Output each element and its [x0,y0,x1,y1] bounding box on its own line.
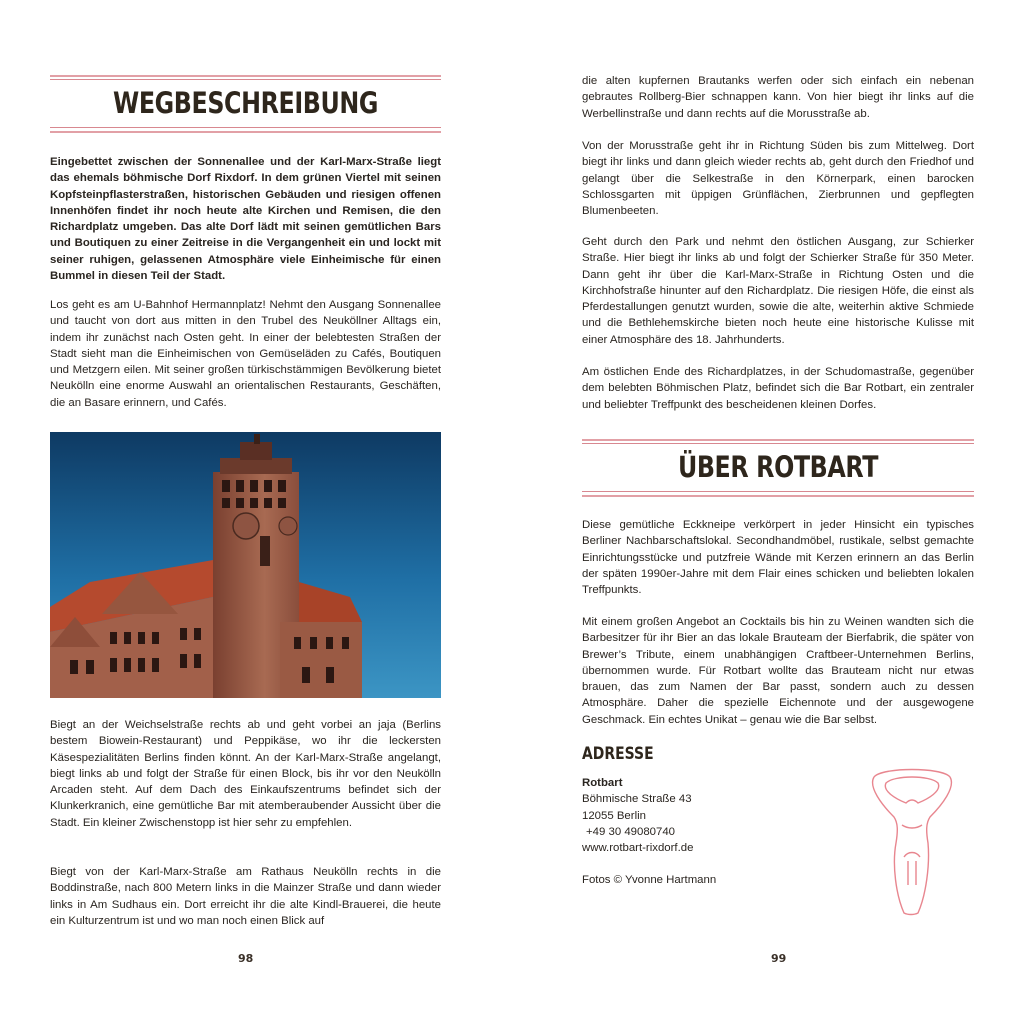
title-rule-top [50,75,441,77]
route-paragraph-4: die alten kupfernen Brautanks werfen oder sich einfach ein nebenan gebrautes Rollberg-Bier schnappen kann. Von hier biegt ihr links auf die Werbellinstraße und dann rechts auf die Morusstraße ab. [582,75,974,120]
title-rule-top-thin [582,443,974,444]
address-heading: ADRESSE [582,744,654,764]
section-title-ueber-rotbart: ÜBER ROTBART [677,450,879,484]
route-paragraph-7: Am östlichen Ende des Richardplatzes, in der Schudomastraße, gegenüber dem belebten Böhmischen Platz, befindet sich die Bar Rotbart, ein zentraler und beliebter Treffpunkt des bescheidenen kleinen Dorfes. [582,366,974,411]
page-number-left: 98 [238,952,254,965]
route-paragraph-3: Biegt von der Karl-Marx-Straße am Rathaus Neukölln rechts in die Boddinstraße, nach 800 Metern links in die Mainzer Straße und dann wieder links in Am Sudhaus ein. Dort erreicht ihr die alte Kindl-Brauerei, die heute ein Kulturzentrum ist und wo man noch einen Blick auf [50,866,441,927]
route-paragraph-6: Geht durch den Park und nehmt den östlichen Ausgang, zur Schierker Straße. Hier biegt ihr links ab und folgt der Schierker Straße für 350 Meter. Dann geht ihr über die Karl-Marx-Straße in Richtung Osten und die Kirchhofstraße hinunter auf den Richardplatz. Die riesigen Höfe, die einst als Pferdestallungen genutzt wurden, sowie die alte, weiterhin aktive Schmiede und die Bethlehemskirche bieten noch heute eine historische Kulisse mit einer Atmosphäre des 18. Jahrhunderts. [582,236,974,346]
right-page [582,0,974,1024]
title-rule-bottom [582,495,974,497]
address-phone[interactable]: +49 30 49080740 [586,825,676,838]
title-rule-bottom [50,131,441,133]
about-paragraph-2: Mit einem großen Angebot an Cocktails bis hin zu Weinen wandten sich die Barbesitzer für ihr Bier an das lokale Brauteam der Bierfabrik, die später von Brewer’s Tribute, einem unabhängigen Craftbeer-Unternehmen Berlins, übernommen wurde. Für Rotbart wollte das Brauteam nicht nur etwas brauen, das zum Namen der Bar passt, sondern auch zu dessen Atmosphäre. Daher die spezielle Eichennote und der ausgewogene Geschmack. Ein echtes Unikat – genau wie die Bar selbst. [582,616,974,726]
intro-paragraph: Eingebettet zwischen der Sonnenallee und der Karl-Marx-Straße liegt das ehemals böhmische Dorf Rixdorf. In dem grünen Viertel mit seinen Kopfsteinpflasterstraßen, historischen Gebäuden und riesigen offenen Innenhöfen findet ihr noch heute alte Kirchen und Remisen, die den Richardplatz umgeben. Das alte Dorf lädt mit seinen gemütlichen Bars und Boutiquen zu einer Zeitreise in die Vergangenheit ein und lockt mit seiner ruhigen, gelassenen Atmosphäre viele Einheimische für einen Bummel in diesen Teil der Stadt. [50,156,441,283]
address-website[interactable]: www.rotbart-rixdorf.de [582,842,694,855]
rathaus-illustration [50,432,441,698]
title-rule-top [582,439,974,441]
page-number-right: 99 [771,952,787,965]
photo-credit: Fotos © Yvonne Hartmann [582,874,717,886]
section-title-wegbeschreibung: WEGBESCHREIBUNG [113,86,378,120]
rathaus-photo [50,432,441,698]
route-paragraph-1: Los geht es am U-Bahnhof Hermannplatz! Nehmt den Ausgang Sonnenallee und taucht von dort aus mitten in den Trubel des Neuköllner Alltags ein, indem ihr zunächst nach Osten geht. In einer der belebtesten Straßen der Stadt sieht man die Einheimischen von Gemüseläden zu Cafés, Boutiquen und Metzgern eilen. Mit seiner großen türkischstämmigen Bevölkerung bietet Neukölln eine enorme Auswahl an orientalischen Restaurants, Geschäften, die an Basare erinnern, und Cafés. [50,299,441,409]
bottle-opener-icon [864,765,960,917]
address-name: Rotbart [582,777,623,789]
address-block [582,775,693,856]
route-paragraph-2: Biegt an der Weichselstraße rechts ab und geht vorbei an jaja (Berlins bestem Biowein-Restaurant) und Peppikäse, wo ihr die leckersten Käsespezialitäten Berlins finden könnt. An der Karl-Marx-Straße angelangt, biegt links ab und folgt der Straße für einen Block, bis ihr vor den Neukölln Arcaden steht. Auf dem Dach des Einkaufszentrums befindet sich der Klunkerkranich, eine gemütliche Bar mit atemberaubender Aussicht über die Stadt. Ein kleiner Zwischenstopp ist hier sehr zu empfehlen. [50,719,441,829]
title-rule-bottom-thin [582,491,974,492]
address-city: 12055 Berlin [582,809,646,822]
route-paragraph-5: Von der Morusstraße geht ihr in Richtung Süden bis zum Mittelweg. Dort biegt ihr links und dann gleich wieder rechts ab, geht durch den Friedhof und gelangt über die Selkestraße in den Körnerpark, einen barocken Schlossgarten mit üppigen Grünflächen, Zierbrunnen und gepflegten Blumenbeeten. [582,140,974,218]
address-street: Böhmische Straße 43 [582,793,692,806]
title-rule-bottom-thin [50,127,441,128]
about-paragraph-1: Diese gemütliche Eckkneipe verkörpert in jeder Hinsicht ein typisches Berliner Nachbarschaftslokal. Secondhandmöbel, rustikale, selbst gemachte Einrichtungsstücke und putzfreie Wände mit Kerzen erinnern an das Berlin der späten 1990er-Jahre mit dem Flair eines schicken und beliebten lokalen Treffpunkts. [582,519,974,597]
title-rule-top-thin [50,79,441,80]
